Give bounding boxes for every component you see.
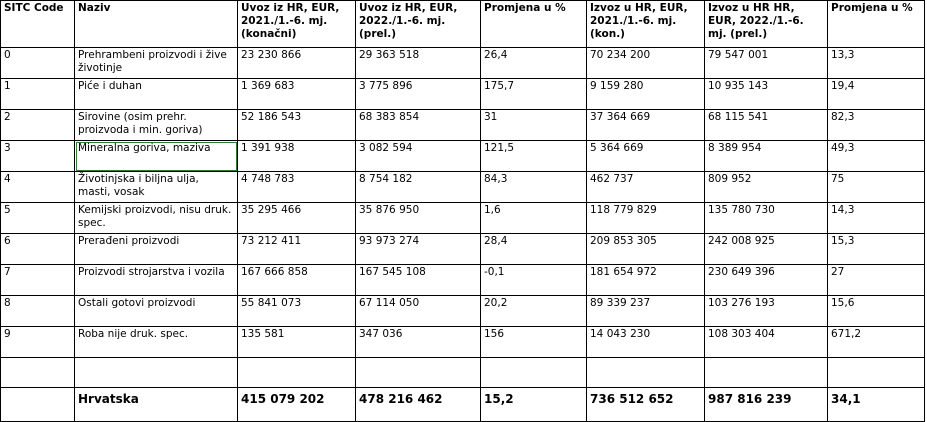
table-row xyxy=(1,79,925,110)
header-export-2022[interactable]: Izvoz u HR HR, EUR, 2022./1.-6. mj. (prel.) xyxy=(705,1,828,48)
naziv-cell[interactable]: Prerađeni proizvodi xyxy=(75,234,238,265)
export-2022-cell[interactable]: 79 547 001 xyxy=(705,48,828,79)
total-import-2021-cell[interactable]: 415 079 202 xyxy=(238,388,356,422)
sitc-code-cell[interactable]: 0 xyxy=(1,48,75,79)
export-change-cell[interactable]: 13,3 xyxy=(828,48,925,79)
total-row xyxy=(1,388,925,422)
sitc-code-cell[interactable]: 1 xyxy=(1,79,75,110)
total-import-change-cell[interactable]: 15,2 xyxy=(481,388,587,422)
naziv-cell[interactable]: Proizvodi strojarstva i vozila xyxy=(75,265,238,296)
sitc-code-cell[interactable]: 6 xyxy=(1,234,75,265)
header-export-change[interactable]: Promjena u % xyxy=(828,1,925,48)
export-2021-cell[interactable]: 462 737 xyxy=(587,172,705,203)
import-change-cell[interactable]: 31 xyxy=(481,110,587,141)
import-change-cell[interactable]: 84,3 xyxy=(481,172,587,203)
table-row xyxy=(1,234,925,265)
sitc-code-cell[interactable]: 7 xyxy=(1,265,75,296)
naziv-cell[interactable]: Mineralna goriva, maziva xyxy=(75,141,238,172)
export-2021-cell[interactable]: 118 779 829 xyxy=(587,203,705,234)
import-2022-cell[interactable]: 167 545 108 xyxy=(356,265,481,296)
import-2021-cell[interactable]: 52 186 543 xyxy=(238,110,356,141)
export-change-cell[interactable]: 82,3 xyxy=(828,110,925,141)
header-export-2021[interactable]: Izvoz u HR, EUR, 2021./1.-6. mj. (kon.) xyxy=(587,1,705,48)
import-2021-cell[interactable]: 35 295 466 xyxy=(238,203,356,234)
import-2022-cell[interactable]: 3 775 896 xyxy=(356,79,481,110)
export-2021-cell[interactable]: 181 654 972 xyxy=(587,265,705,296)
export-2022-cell[interactable]: 809 952 xyxy=(705,172,828,203)
export-2022-cell[interactable]: 135 780 730 xyxy=(705,203,828,234)
export-change-cell[interactable]: 49,3 xyxy=(828,141,925,172)
sitc-code-cell[interactable]: 9 xyxy=(1,327,75,358)
export-change-cell[interactable]: 75 xyxy=(828,172,925,203)
import-2021-cell[interactable]: 55 841 073 xyxy=(238,296,356,327)
naziv-cell[interactable]: Prehrambeni proizvodi i žive životinje xyxy=(75,48,238,79)
export-change-cell[interactable]: 27 xyxy=(828,265,925,296)
header-sitc-code[interactable]: SITC Code xyxy=(1,1,75,48)
export-2021-cell[interactable]: 89 339 237 xyxy=(587,296,705,327)
header-import-change[interactable]: Promjena u % xyxy=(481,1,587,48)
export-2021-cell[interactable]: 70 234 200 xyxy=(587,48,705,79)
export-2022-cell[interactable]: 8 389 954 xyxy=(705,141,828,172)
sitc-code-cell[interactable]: 4 xyxy=(1,172,75,203)
empty-cell[interactable] xyxy=(75,358,238,388)
empty-cell[interactable] xyxy=(705,358,828,388)
export-change-cell[interactable]: 19,4 xyxy=(828,79,925,110)
empty-cell[interactable] xyxy=(481,358,587,388)
table-row xyxy=(1,203,925,234)
export-change-cell[interactable]: 15,6 xyxy=(828,296,925,327)
table-row xyxy=(1,48,925,79)
sitc-code-cell[interactable]: 8 xyxy=(1,296,75,327)
import-2022-cell[interactable]: 35 876 950 xyxy=(356,203,481,234)
header-row xyxy=(1,1,925,48)
total-sitc-code-cell[interactable] xyxy=(1,388,75,422)
export-2022-cell[interactable]: 230 649 396 xyxy=(705,265,828,296)
naziv-cell[interactable]: Životinjska i biljna ulja, masti, vosak xyxy=(75,172,238,203)
export-2021-cell[interactable]: 37 364 669 xyxy=(587,110,705,141)
import-change-cell[interactable]: 156 xyxy=(481,327,587,358)
import-2022-cell[interactable]: 67 114 050 xyxy=(356,296,481,327)
export-2022-cell[interactable]: 242 008 925 xyxy=(705,234,828,265)
naziv-cell[interactable]: Ostali gotovi proizvodi xyxy=(75,296,238,327)
export-change-cell[interactable]: 14,3 xyxy=(828,203,925,234)
export-change-cell[interactable]: 671,2 xyxy=(828,327,925,358)
header-naziv[interactable]: Naziv xyxy=(75,1,238,48)
export-change-cell[interactable]: 15,3 xyxy=(828,234,925,265)
import-2021-cell[interactable]: 73 212 411 xyxy=(238,234,356,265)
import-2022-cell[interactable]: 347 036 xyxy=(356,327,481,358)
export-2022-cell[interactable]: 10 935 143 xyxy=(705,79,828,110)
import-2021-cell[interactable]: 4 748 783 xyxy=(238,172,356,203)
export-2021-cell[interactable]: 14 043 230 xyxy=(587,327,705,358)
import-change-cell[interactable]: 26,4 xyxy=(481,48,587,79)
export-2021-cell[interactable]: 5 364 669 xyxy=(587,141,705,172)
header-import-2022[interactable]: Uvoz iz HR, EUR, 2022./1.-6. mj. (prel.) xyxy=(356,1,481,48)
table-row xyxy=(1,110,925,141)
empty-cell[interactable] xyxy=(1,358,75,388)
sitc-code-cell[interactable]: 3 xyxy=(1,141,75,172)
table-row xyxy=(1,141,925,172)
export-2021-cell[interactable]: 209 853 305 xyxy=(587,234,705,265)
table-row xyxy=(1,296,925,327)
import-2022-cell[interactable]: 8 754 182 xyxy=(356,172,481,203)
import-2021-cell[interactable]: 23 230 866 xyxy=(238,48,356,79)
empty-cell[interactable] xyxy=(356,358,481,388)
import-change-cell[interactable]: 175,7 xyxy=(481,79,587,110)
table-row xyxy=(1,327,925,358)
import-2022-cell[interactable]: 29 363 518 xyxy=(356,48,481,79)
naziv-cell[interactable]: Kemijski proizvodi, nisu druk. spec. xyxy=(75,203,238,234)
total-export-2021-cell[interactable]: 736 512 652 xyxy=(587,388,705,422)
export-2022-cell[interactable]: 103 276 193 xyxy=(705,296,828,327)
empty-cell[interactable] xyxy=(828,358,925,388)
naziv-cell[interactable]: Roba nije druk. spec. xyxy=(75,327,238,358)
import-change-cell[interactable]: 121,5 xyxy=(481,141,587,172)
total-import-2022-cell[interactable]: 478 216 462 xyxy=(356,388,481,422)
import-change-cell[interactable]: 20,2 xyxy=(481,296,587,327)
import-2022-cell[interactable]: 68 383 854 xyxy=(356,110,481,141)
import-change-cell[interactable]: 28,4 xyxy=(481,234,587,265)
export-2022-cell[interactable]: 68 115 541 xyxy=(705,110,828,141)
export-2021-cell[interactable]: 9 159 280 xyxy=(587,79,705,110)
import-2021-cell[interactable]: 1 391 938 xyxy=(238,141,356,172)
import-change-cell[interactable]: 1,6 xyxy=(481,203,587,234)
naziv-cell[interactable]: Sirovine (osim prehr. proizvoda i min. goriva) xyxy=(75,110,238,141)
table-row xyxy=(1,172,925,203)
import-2022-cell[interactable]: 3 082 594 xyxy=(356,141,481,172)
naziv-cell[interactable]: Piće i duhan xyxy=(75,79,238,110)
import-change-cell[interactable]: -0,1 xyxy=(481,265,587,296)
import-2021-cell[interactable]: 1 369 683 xyxy=(238,79,356,110)
header-import-2021[interactable]: Uvoz iz HR, EUR, 2021./1.-6. mj. (konačni) xyxy=(238,1,356,48)
table-row xyxy=(1,265,925,296)
total-export-change-cell[interactable]: 34,1 xyxy=(828,388,925,422)
export-2022-cell[interactable]: 108 303 404 xyxy=(705,327,828,358)
empty-row xyxy=(1,358,925,388)
import-2021-cell[interactable]: 167 666 858 xyxy=(238,265,356,296)
sitc-code-cell[interactable]: 2 xyxy=(1,110,75,141)
empty-cell[interactable] xyxy=(587,358,705,388)
import-2021-cell[interactable]: 135 581 xyxy=(238,327,356,358)
total-naziv-cell[interactable]: Hrvatska xyxy=(75,388,238,422)
empty-cell[interactable] xyxy=(238,358,356,388)
sitc-code-cell[interactable]: 5 xyxy=(1,203,75,234)
import-2022-cell[interactable]: 93 973 274 xyxy=(356,234,481,265)
total-export-2022-cell[interactable]: 987 816 239 xyxy=(705,388,828,422)
